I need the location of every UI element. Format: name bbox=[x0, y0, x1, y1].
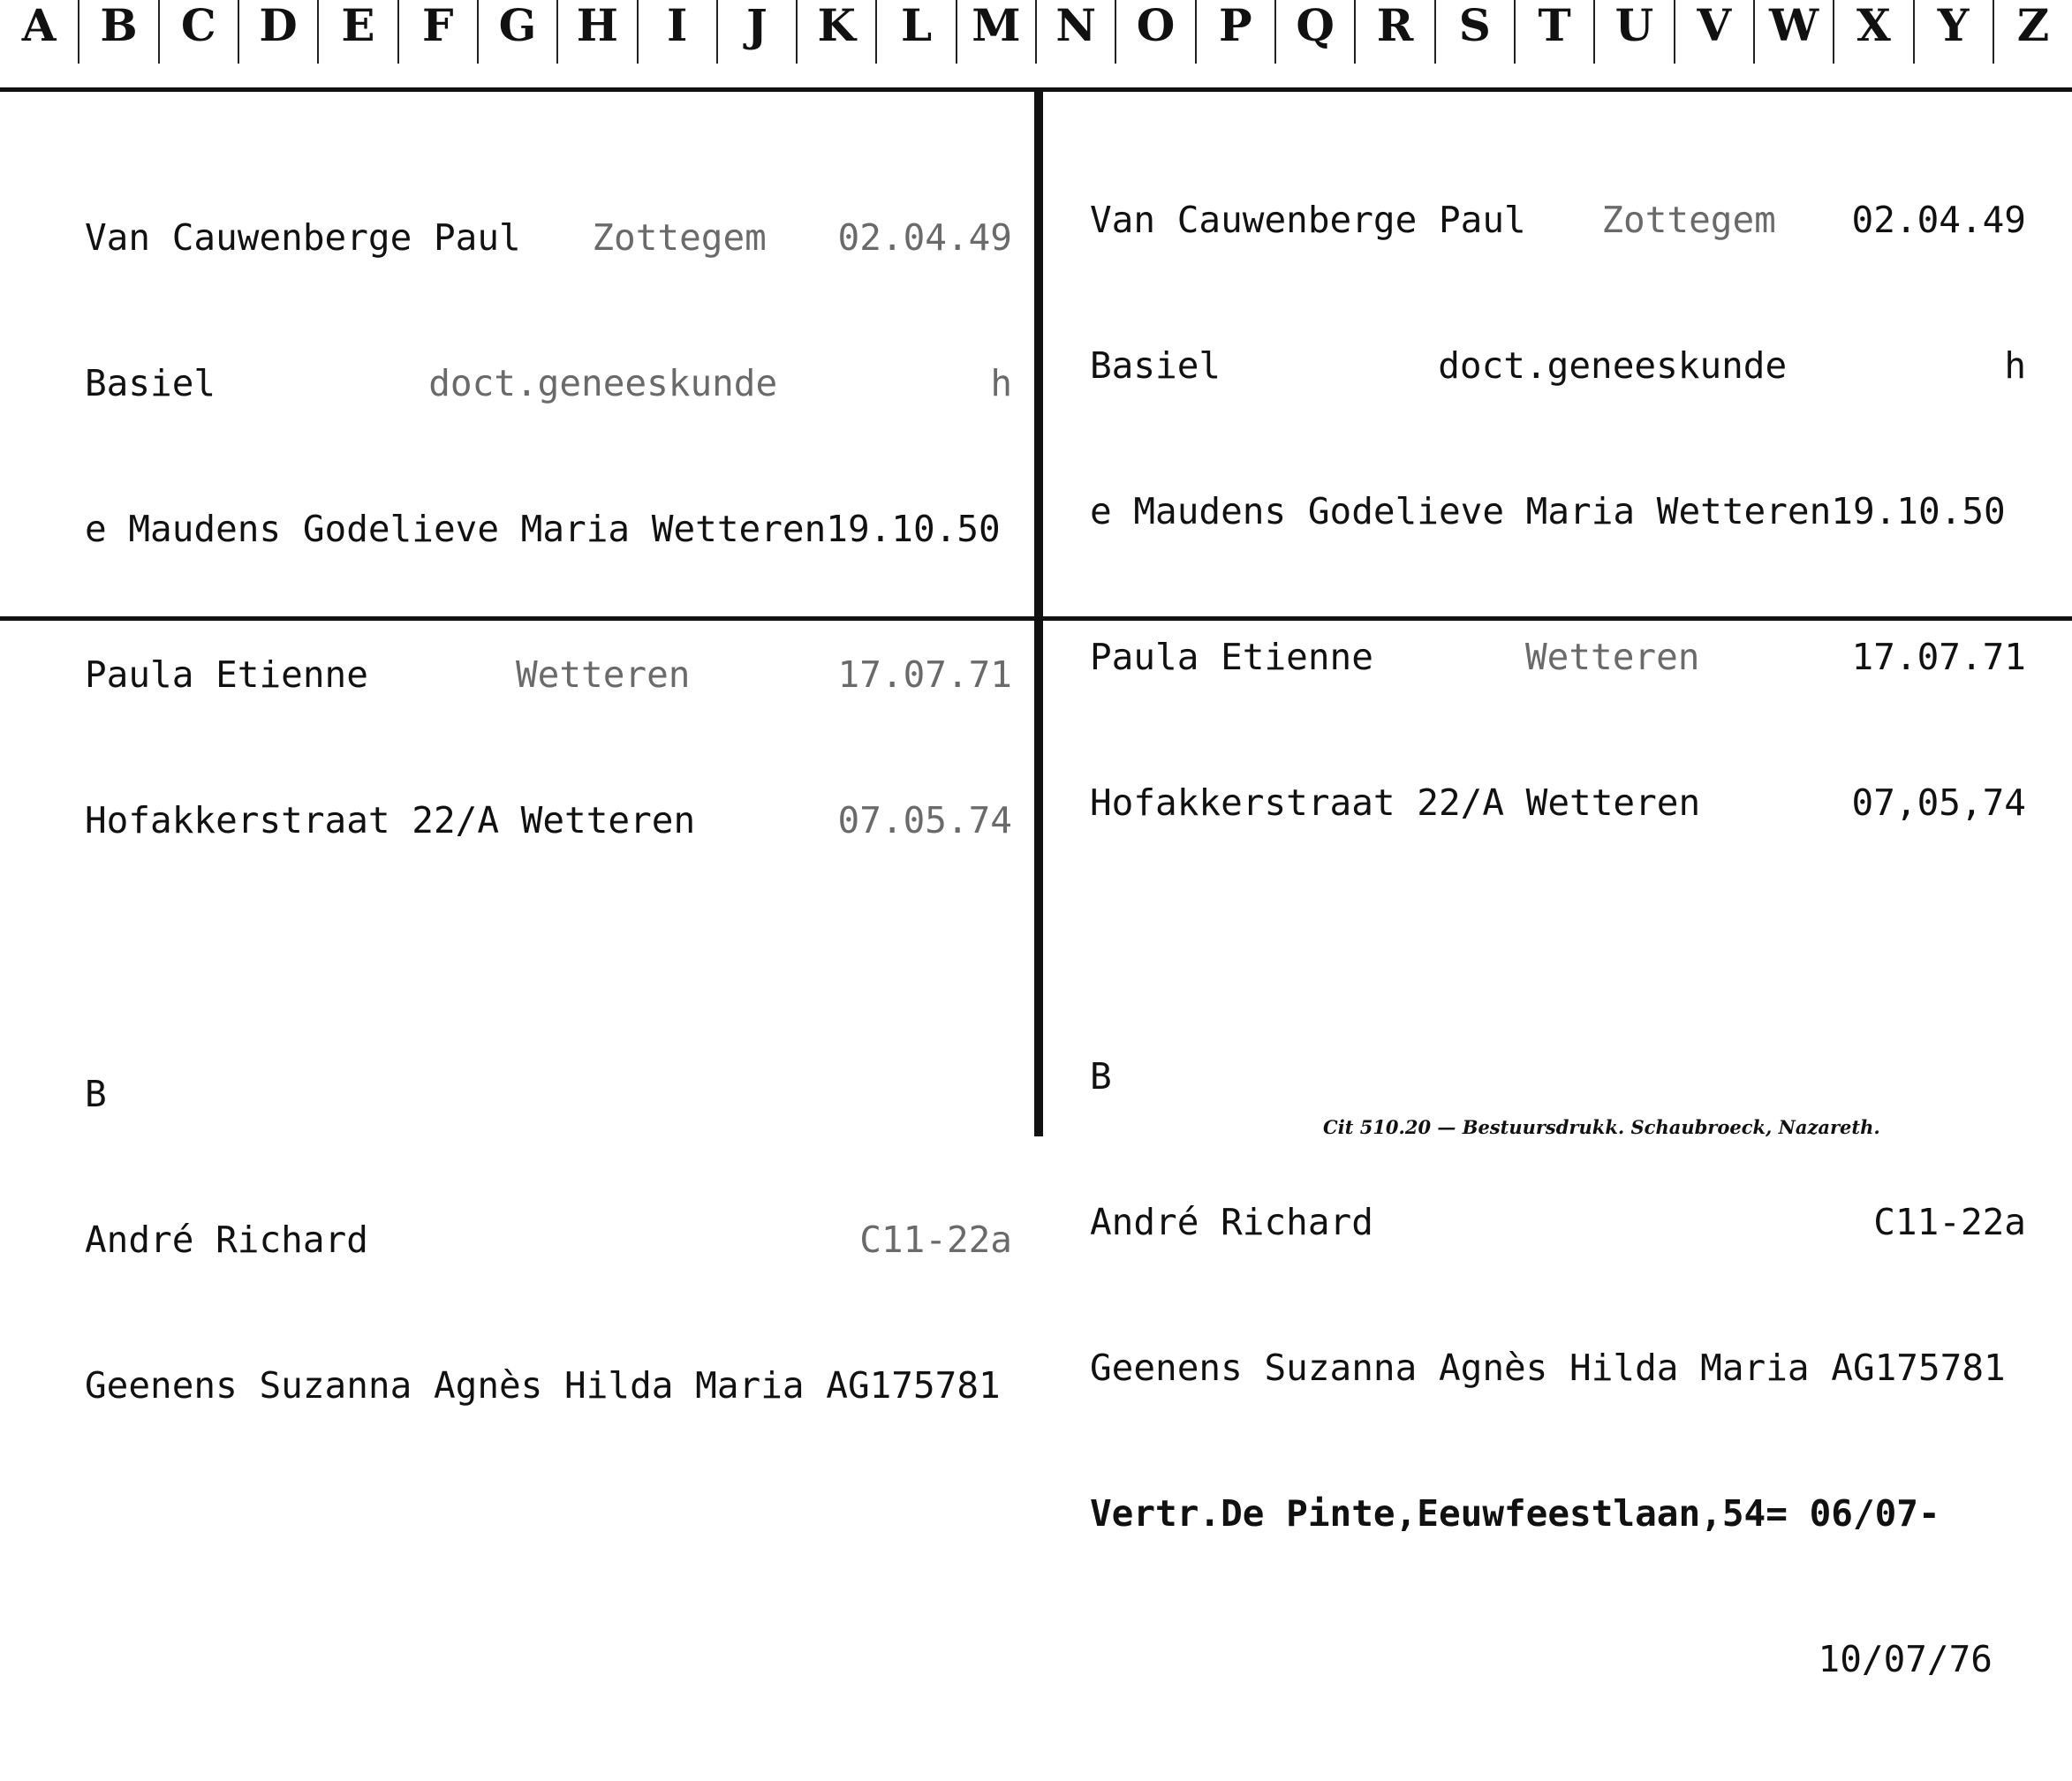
left-name: Van Cauwenberge Paul bbox=[85, 216, 521, 259]
right-name: Van Cauwenberge Paul bbox=[1090, 199, 1526, 241]
right-card-entry bbox=[1090, 99, 2026, 1781]
right-section: B bbox=[1090, 1055, 1112, 1098]
alphabet-letter-o: O bbox=[1116, 0, 1196, 64]
right-birthdate: 02.04.49 bbox=[1851, 199, 2026, 241]
right-address: Hofakkerstraat 22/A Wetteren bbox=[1090, 781, 1701, 824]
alphabet-letter-f: F bbox=[399, 0, 479, 64]
left-section: B bbox=[85, 1073, 107, 1115]
alphabet-letter-r: R bbox=[1356, 0, 1435, 64]
alphabet-letter-g: G bbox=[479, 0, 558, 64]
left-spouse: e Maudens Godelieve Maria Wetteren19.10.50 bbox=[85, 508, 1001, 550]
left-ref-line: Geenens Suzanna Agnès Hilda Maria AG175781 bbox=[85, 1364, 1001, 1407]
right-ref-code: C11-22a bbox=[1873, 1201, 2026, 1243]
center-divider bbox=[1034, 88, 1043, 1136]
alphabet-letter-k: K bbox=[798, 0, 877, 64]
right-profession: doct.geneeskunde bbox=[1438, 344, 1788, 387]
right-birthplace: Zottegem bbox=[1601, 199, 1776, 241]
alphabet-letter-e: E bbox=[319, 0, 398, 64]
alphabet-index-row bbox=[0, 0, 2072, 88]
alphabet-letter-x: X bbox=[1834, 0, 1914, 64]
left-birthplace: Zottegem bbox=[592, 216, 767, 259]
left-child: Paula Etienne bbox=[85, 653, 368, 696]
right-address-date: 07,05,74 bbox=[1851, 781, 2026, 824]
left-child-place: Wetteren bbox=[515, 653, 691, 696]
alphabet-letter-z: Z bbox=[2016, 0, 2050, 51]
left-ref-code: C11-22a bbox=[859, 1219, 1012, 1261]
alphabet-letter-b: B bbox=[79, 0, 159, 64]
alphabet-letter-t: T bbox=[1516, 0, 1595, 64]
alphabet-letter-s: S bbox=[1436, 0, 1516, 64]
right-ref-name: André Richard bbox=[1090, 1201, 1373, 1243]
alphabet-letter-i: I bbox=[639, 0, 718, 64]
alphabet-letter-j: J bbox=[718, 0, 798, 64]
alphabet-letter-q: Q bbox=[1276, 0, 1356, 64]
right-ref-line: Geenens Suzanna Agnès Hilda Maria AG175781 bbox=[1090, 1347, 2006, 1389]
right-child-place: Wetteren bbox=[1524, 636, 1700, 678]
left-card-entry bbox=[85, 117, 1012, 1507]
right-move-date: 10/07/76 bbox=[1818, 1638, 1993, 1680]
alphabet-letter-l: L bbox=[877, 0, 957, 64]
alphabet-letter-v: V bbox=[1675, 0, 1755, 64]
alphabet-letter-c: C bbox=[160, 0, 239, 64]
left-ref-name: André Richard bbox=[85, 1219, 368, 1261]
right-first-name: Basiel bbox=[1090, 344, 1221, 387]
alphabet-letter-m: M bbox=[957, 0, 1037, 64]
left-birthdate: 02.04.49 bbox=[837, 216, 1012, 259]
left-child-date: 17.07.71 bbox=[837, 653, 1012, 696]
alphabet-letter-w: W bbox=[1755, 0, 1834, 64]
right-move-line: Vertr.De Pinte,Eeuwfeestlaan,54= 06/07- bbox=[1090, 1492, 1940, 1535]
alphabet-letter-a: A bbox=[0, 0, 79, 64]
printer-footer: Cit 510.20 — Bestuursdrukk. Schaubroeck, Nazareth. bbox=[1323, 1116, 1880, 1138]
alphabet-letter-p: P bbox=[1197, 0, 1276, 64]
left-first-name: Basiel bbox=[85, 362, 216, 404]
right-spouse: e Maudens Godelieve Maria Wetteren19.10.50 bbox=[1090, 490, 2006, 532]
alphabet-letter-u: U bbox=[1595, 0, 1675, 64]
right-child-date: 17.07.71 bbox=[1851, 636, 2026, 678]
alphabet-letter-n: N bbox=[1037, 0, 1116, 64]
left-marker: h bbox=[990, 362, 1012, 404]
alphabet-letter-y: Y bbox=[1915, 0, 1994, 64]
right-marker: h bbox=[2004, 344, 2026, 387]
alphabet-letter-h: H bbox=[558, 0, 638, 64]
left-profession: doct.geneeskunde bbox=[428, 362, 778, 404]
alphabet-letter-d: D bbox=[239, 0, 319, 64]
right-child: Paula Etienne bbox=[1090, 636, 1373, 678]
left-address-date: 07.05.74 bbox=[837, 799, 1012, 841]
left-address: Hofakkerstraat 22/A Wetteren bbox=[85, 799, 696, 841]
